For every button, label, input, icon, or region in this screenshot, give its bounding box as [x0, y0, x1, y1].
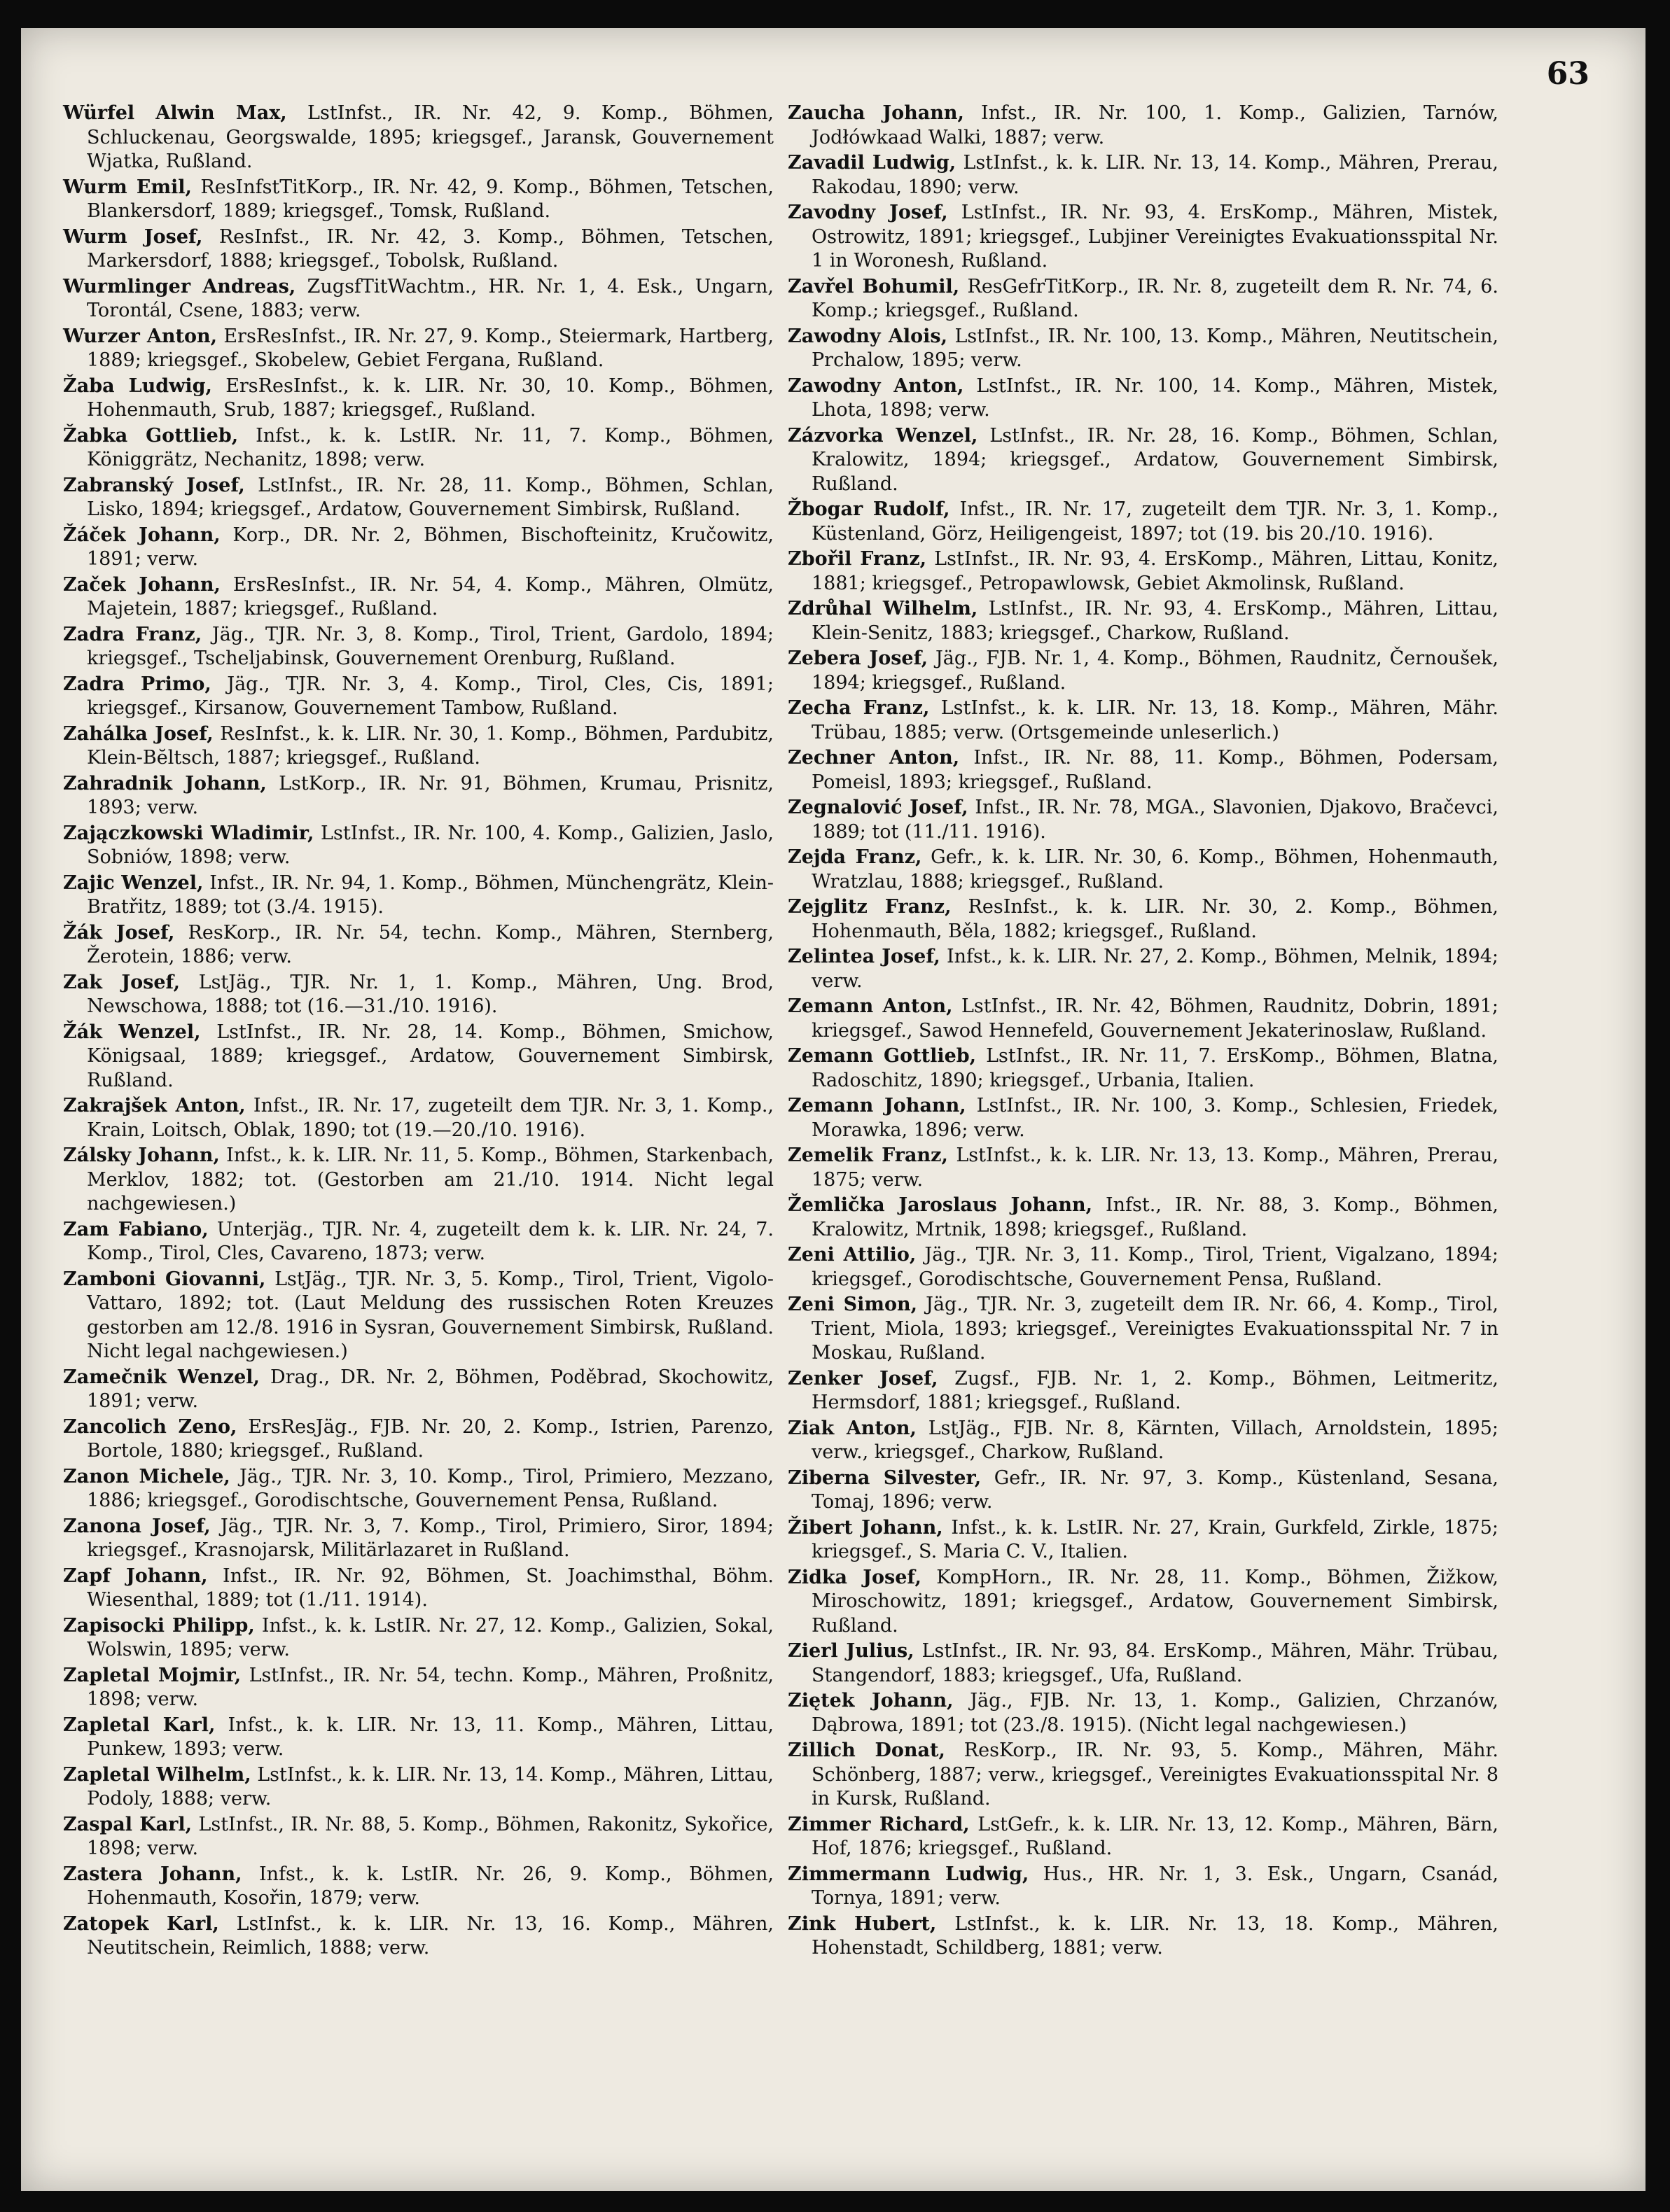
entry-name: Zajączkowski Wladimir,	[63, 822, 314, 844]
list-entry	[788, 1367, 1498, 1415]
entry-name: Zemelik Franz,	[788, 1144, 948, 1166]
entry-details: Korp., DR. Nr. 2, Böhmen, Bischofteinitz, Kručowitz, 1891; verw.	[87, 524, 774, 570]
entry-name: Zebera Josef,	[788, 648, 928, 669]
list-entry	[788, 1194, 1498, 1242]
list-entry	[788, 1813, 1498, 1861]
entry-details: Infst., IR. Nr. 88, 11. Komp., Böhmen, Podersam, Pomeisl, 1893; kriegsgef., Rußland.	[812, 747, 1498, 793]
document-page	[21, 28, 1645, 2191]
entry-details: LstInfst., IR. Nr. 42, Böhmen, Raudnitz, Dobrin, 1891; kriegsgef., Sawod Hennefeld, Gouvernement Jekaterinoslaw, Rußland.	[812, 995, 1499, 1042]
entry-details: LstGefr., k. k. LIR. Nr. 13, 12. Komp., Mähren, Bärn, Hof, 1876; kriegsgef., Rußland.	[812, 1813, 1499, 1859]
list-entry	[63, 1664, 774, 1712]
entry-name: Zdrůhal Wilhelm,	[788, 598, 978, 620]
list-entry	[63, 1021, 774, 1093]
entry-details: Infst., IR. Nr. 100, 1. Komp., Galizien, Tarnów, Jodłówkaad Walki, 1887; verw.	[812, 102, 1499, 148]
list-entry	[788, 151, 1498, 200]
entry-name: Zemann Anton,	[788, 995, 953, 1017]
entry-details: ErsResInfst., IR. Nr. 27, 9. Komp., Steiermark, Hartberg, 1889; kriegsgef., Skobelew, Gebiet Fergana, Rußland.	[87, 325, 774, 371]
entry-details: Jäg., TJR. Nr. 3, 8. Komp., Tirol, Trient, Gardolo, 1894; kriegsgef., Tscheljabinsk, Gouvernement Orenburg, Rußland.	[87, 623, 774, 669]
list-entry	[788, 374, 1498, 423]
entry-name: Zillich Donat,	[788, 1740, 945, 1761]
entry-name: Wurmlinger Andreas,	[63, 275, 296, 298]
entry-details: ResInfst., k. k. LIR. Nr. 30, 2. Komp., Böhmen, Hohenmauth, Běla, 1882; kriegsgef., Rußland.	[812, 896, 1499, 942]
entry-name: Zeni Attilio,	[788, 1244, 917, 1266]
entry-details: ZugsfTitWachtm., HR. Nr. 1, 4. Esk., Ungarn, Torontál, Csene, 1883; verw.	[87, 275, 774, 321]
entry-name: Zemann Gottlieb,	[788, 1045, 977, 1067]
entry-details: LstInfst., IR. Nr. 28, 16. Komp., Böhmen, Schlan, Kralowitz, 1894; kriegsgef., Ardatow, Gouvernement Simbirsk, Rußland.	[812, 424, 1498, 495]
entry-details: LstInfst., k. k. LIR. Nr. 13, 16. Komp., Mähren, Neutitschein, Reimlich, 1888; verw.	[87, 1912, 774, 1959]
entry-details: Infst., k. k. LIR. Nr. 13, 11. Komp., Mähren, Littau, Punkew, 1893; verw.	[87, 1714, 774, 1760]
list-entry	[788, 1243, 1498, 1292]
list-entry	[788, 846, 1498, 894]
list-entry	[63, 772, 774, 820]
entry-name: Žák Josef,	[63, 921, 175, 944]
list-entry	[788, 746, 1498, 794]
entry-name: Zavadil Ludwig,	[788, 152, 956, 174]
list-entry	[63, 176, 774, 224]
entry-details: Drag., DR. Nr. 2, Böhmen, Poděbrad, Skochowitz, 1891; verw.	[87, 1366, 774, 1412]
entry-name: Zeni Simon,	[788, 1294, 918, 1315]
list-entry	[788, 1094, 1498, 1142]
entry-name: Wurm Emil,	[63, 176, 192, 198]
entry-details: Infst., k. k. LstIR. Nr. 27, Krain, Gurkfeld, Zirkle, 1875; kriegsgef., S. Maria C. V., Italien.	[812, 1516, 1498, 1562]
list-entry	[788, 1516, 1498, 1564]
entry-name: Zimmermann Ludwig,	[788, 1863, 1029, 1885]
entry-name: Zastera Johann,	[63, 1863, 242, 1885]
entry-name: Zam Fabiano,	[63, 1218, 209, 1240]
list-entry	[63, 1614, 774, 1662]
entry-details: Unterjäg., TJR. Nr. 4, zugeteilt dem k. k. LIR. Nr. 24, 7. Komp., Tirol, Cles, Cavareno, 1873; verw.	[87, 1218, 774, 1264]
list-entry	[788, 696, 1498, 745]
entry-name: Zadra Franz,	[63, 623, 202, 645]
entry-details: Jäg., TJR. Nr. 3, 7. Komp., Tirol, Primiero, Siror, 1894; kriegsgef., Krasnojarsk, Militärlazaret in Rußland.	[87, 1515, 774, 1561]
right-column	[788, 102, 1498, 1962]
list-entry	[788, 1044, 1498, 1093]
entry-details: Infst., IR. Nr. 78, MGA., Slavonien, Djakovo, Bračevci, 1889; tot (11./11. 1916).	[812, 797, 1498, 843]
list-entry	[63, 722, 774, 771]
list-entry	[788, 796, 1498, 844]
list-entry	[63, 1714, 774, 1762]
entry-name: Zálsky Johann,	[63, 1144, 220, 1166]
entry-name: Würfel Alwin Max,	[63, 102, 287, 124]
entry-name: Zapisocki Philipp,	[63, 1614, 255, 1637]
entry-details: LstInfst., k. k. LIR. Nr. 13, 14. Komp., Mähren, Prerau, Rakodau, 1890; verw.	[812, 152, 1499, 198]
entry-details: LstInfst., IR. Nr. 54, techn. Komp., Mähren, Proßnitz, 1898; verw.	[87, 1664, 774, 1710]
entry-details: Infst., k. k. LstIR. Nr. 27, 12. Komp., Galizien, Sokal, Wolswin, 1895; verw.	[87, 1614, 774, 1660]
entry-details: LstInfst., IR. Nr. 28, 14. Komp., Böhmen, Smichow, Königsaal, 1889; kriegsgef., Ardatow, Gouvernement Simbirsk, Rußland.	[87, 1021, 774, 1091]
entry-name: Zahradnik Johann,	[63, 772, 267, 794]
entry-details: LstInfst., k. k. LIR. Nr. 13, 18. Komp., Mähren, Hohenstadt, Schildberg, 1881; verw.	[812, 1912, 1498, 1959]
entry-details: LstInfst., IR. Nr. 93, 4. ErsKomp., Mähren, Littau, Konitz, 1881; kriegsgef., Petropawlowsk, Gebiet Akmolinsk, Rußland.	[812, 548, 1498, 594]
entry-details: Hus., HR. Nr. 1, 3. Esk., Ungarn, Csanád, Tornya, 1891; verw.	[812, 1863, 1498, 1909]
entry-name: Zejda Franz,	[788, 846, 922, 868]
entry-name: Zapf Johann,	[63, 1564, 208, 1587]
entry-details: ResInfst., IR. Nr. 42, 3. Komp., Böhmen, Tetschen, Markersdorf, 1888; kriegsgef., Tobolsk, Rußland.	[87, 225, 774, 272]
entry-name: Zakrajšek Anton,	[63, 1095, 246, 1116]
entry-name: Zierl Julius,	[788, 1640, 914, 1662]
entry-details: ResKorp., IR. Nr. 54, techn. Komp., Mähren, Sternberg, Žerotein, 1886; verw.	[87, 921, 774, 967]
entry-name: Zamečnik Wenzel,	[63, 1366, 260, 1388]
entry-details: Infst., IR. Nr. 94, 1. Komp., Böhmen, Münchengrätz, Klein-Bratřitz, 1889; tot (3./4. 1915).	[87, 872, 774, 918]
entry-details: LstInfst., IR. Nr. 93, 4. ErsKomp., Mähren, Mistek, Ostrowitz, 1891; kriegsgef., Lubjiner Vereinigtes Evakuationsspital Nr. 1 in Woronesh, Rußland.	[812, 202, 1498, 272]
entry-details: LstInfst., IR. Nr. 100, 4. Komp., Galizien, Jaslo, Sobniów, 1898; verw.	[87, 822, 774, 868]
entry-name: Zawodny Anton,	[788, 374, 964, 397]
list-entry	[788, 1912, 1498, 1961]
left-column	[63, 102, 774, 1962]
list-entry	[63, 673, 774, 721]
entry-name: Žabka Gottlieb,	[63, 424, 239, 447]
list-entry	[788, 201, 1498, 274]
entry-details: Jäg., TJR. Nr. 3, 11. Komp., Tirol, Trient, Vigalzano, 1894; kriegsgef., Gorodischtsche, Gouvernement Pensa, Rußland.	[812, 1244, 1499, 1290]
entry-details: Infst., k. k. LIR. Nr. 11, 5. Komp., Böhmen, Starkenbach, Merklov, 1882; tot. (Gestorben am 21./10. 1914. Nicht legal nachgewiesen.)	[87, 1144, 774, 1214]
entry-details: Infst., k. k. LIR. Nr. 27, 2. Komp., Böhmen, Melnik, 1894; verw.	[812, 946, 1498, 992]
entry-name: Zajic Wenzel,	[63, 872, 204, 894]
entry-name: Zamboni Giovanni,	[63, 1268, 266, 1290]
entry-details: ErsResInfst., IR. Nr. 54, 4. Komp., Mähren, Olmütz, Majetein, 1887; kriegsgef., Rußland.	[87, 573, 774, 620]
entry-details: Infst., k. k. LstIR. Nr. 11, 7. Komp., Böhmen, Königgrätz, Nechanitz, 1898; verw.	[87, 424, 774, 470]
list-entry	[788, 498, 1498, 546]
entry-name: Zelintea Josef,	[788, 946, 940, 967]
list-entry	[788, 1739, 1498, 1812]
entry-details: ErsResJäg., FJB. Nr. 20, 2. Komp., Istrien, Parenzo, Bortole, 1880; kriegsgef., Rußland.	[87, 1415, 774, 1462]
list-entry	[788, 1566, 1498, 1639]
entry-name: Zavodny Josef,	[788, 202, 948, 223]
list-entry	[63, 1763, 774, 1812]
entry-name: Zapletal Mojmir,	[63, 1664, 242, 1686]
entry-name: Zaucha Johann,	[788, 102, 964, 124]
entry-name: Zbořil Franz,	[788, 548, 927, 570]
entry-name: Ziętek Johann,	[788, 1690, 954, 1712]
entry-name: Zejglitz Franz,	[788, 896, 952, 918]
entry-name: Žaba Ludwig,	[63, 374, 212, 397]
entry-name: Zenker Josef,	[788, 1367, 938, 1390]
list-entry	[63, 1564, 774, 1613]
entry-details: LstInfst., k. k. LIR. Nr. 13, 18. Komp., Mähren, Mähr. Trübau, 1885; verw. (Ortsgemeinde unleserlich.)	[812, 697, 1498, 743]
entry-details: Infst., IR. Nr. 17, zugeteilt dem TJR. Nr. 3, 1. Komp., Küstenland, Görz, Heiligengeist, 1897; tot (19. bis 20./10. 1916).	[812, 498, 1498, 545]
entry-details: ResGefrTitKorp., IR. Nr. 8, zugeteilt dem R. Nr. 74, 6. Komp.; kriegsgef., Rußland.	[812, 275, 1499, 321]
list-entry	[63, 325, 774, 373]
list-entry	[63, 524, 774, 572]
entry-details: LstInfst., IR. Nr. 28, 11. Komp., Böhmen, Schlan, Lisko, 1894; kriegsgef., Ardatow, Gouvernement Simbirsk, Rußland.	[87, 474, 774, 520]
entry-name: Zapletal Karl,	[63, 1714, 216, 1736]
entry-details: ErsResInfst., k. k. LIR. Nr. 30, 10. Komp., Böhmen, Hohenmauth, Srub, 1887; kriegsgef., Rußland.	[87, 374, 774, 421]
list-entry	[788, 1863, 1498, 1911]
entry-name: Žbogar Rudolf,	[788, 498, 950, 520]
list-entry	[788, 1417, 1498, 1465]
entry-details: Gefr., k. k. LIR. Nr. 30, 6. Komp., Böhmen, Hohenmauth, Wratzlau, 1888; kriegsgef., Rußland.	[812, 846, 1498, 892]
entry-details: LstInfst., IR. Nr. 88, 5. Komp., Böhmen, Rakonitz, Sykořice, 1898; verw.	[87, 1813, 774, 1859]
list-entry	[788, 102, 1498, 150]
entry-details: LstInfst., IR. Nr. 93, 4. ErsKomp., Mähren, Littau, Klein-Senitz, 1883; kriegsgef., Charkow, Rußland.	[812, 598, 1498, 644]
entry-details: Zugsf., FJB. Nr. 1, 2. Komp., Böhmen, Leitmeritz, Hermsdorf, 1881; kriegsgef., Rußland.	[812, 1367, 1498, 1413]
list-entry	[63, 921, 774, 969]
entry-details: Infst., IR. Nr. 17, zugeteilt dem TJR. Nr. 3, 1. Komp., Krain, Loitsch, Oblak, 1890; tot (19.—20./10. 1916).	[87, 1095, 774, 1141]
list-entry	[63, 374, 774, 423]
entry-name: Zaspal Karl,	[63, 1813, 193, 1835]
entry-name: Wurm Josef,	[63, 225, 203, 248]
entry-details: LstInfst., IR. Nr. 100, 3. Komp., Schlesien, Friedek, Morawka, 1896; verw.	[812, 1095, 1499, 1141]
list-entry	[788, 895, 1498, 944]
entry-name: Zatopek Karl,	[63, 1912, 219, 1935]
list-entry	[63, 1218, 774, 1266]
entry-name: Zanon Michele,	[63, 1465, 230, 1488]
list-entry	[63, 1813, 774, 1861]
list-entry	[788, 1293, 1498, 1366]
entry-details: ResInfst., k. k. LIR. Nr. 30, 1. Komp., Böhmen, Pardubitz, Klein-Bĕltsch, 1887; kriegsgef., Rußland.	[87, 722, 774, 769]
list-entry	[788, 945, 1498, 993]
list-entry	[788, 995, 1498, 1043]
entry-name: Zak Josef,	[63, 971, 180, 993]
entry-name: Zegnalović Josef,	[788, 797, 968, 818]
entry-details: LstInfst., k. k. LIR. Nr. 13, 14. Komp., Mähren, Littau, Podoly, 1888; verw.	[87, 1763, 774, 1809]
list-entry	[63, 822, 774, 870]
page-number: 63	[1546, 56, 1589, 92]
list-entry	[63, 1366, 774, 1414]
entry-name: Ziak Anton,	[788, 1417, 917, 1439]
entry-name: Wurzer Anton,	[63, 325, 218, 347]
list-entry	[63, 1863, 774, 1911]
entry-details: Infst., IR. Nr. 92, Böhmen, St. Joachimsthal, Böhm. Wiesenthal, 1889; tot (1./11. 1914).	[87, 1564, 774, 1611]
list-entry	[788, 547, 1498, 596]
entry-details: LstInfst., IR. Nr. 11, 7. ErsKomp., Böhmen, Blatna, Radoschitz, 1890; kriegsgef., Urbania, Italien.	[812, 1045, 1498, 1091]
entry-name: Začek Johann,	[63, 573, 221, 596]
entry-details: Jäg., TJR. Nr. 3, zugeteilt dem IR. Nr. 66, 4. Komp., Tirol, Trient, Miola, 1893; kriegsgef., Vereinigtes Evakuationsspital Nr. 7 in Moskau, Rußland.	[812, 1294, 1498, 1364]
entry-details: KompHorn., IR. Nr. 28, 11. Komp., Böhmen, Žižkow, Miroschowitz, 1891; kriegsgef., Ardatow, Gouvernement Simbirsk, Rußland.	[812, 1566, 1499, 1637]
list-entry	[788, 1466, 1498, 1515]
entry-name: Zawodny Alois,	[788, 325, 947, 347]
entry-details: LstInfst., IR. Nr. 42, 9. Komp., Böhmen, Schluckenau, Georgswalde, 1895; kriegsgef., Jaransk, Gouvernement Wjatka, Rußland.	[87, 102, 774, 172]
list-entry	[63, 623, 774, 671]
list-entry	[63, 1515, 774, 1563]
list-entry	[63, 424, 774, 472]
entry-details: LstInfst., IR. Nr. 100, 13. Komp., Mähren, Neutitschein, Prchalow, 1895; verw.	[812, 325, 1498, 371]
entry-details: LstInfst., k. k. LIR. Nr. 13, 13. Komp., Mähren, Prerau, 1875; verw.	[812, 1144, 1498, 1191]
entry-name: Zancolich Zeno,	[63, 1415, 237, 1438]
entry-name: Zanona Josef,	[63, 1515, 211, 1537]
entry-details: LstJäg., TJR. Nr. 1, 1. Komp., Mähren, Ung. Brod, Newschowa, 1888; tot (16.—31./10. 1916).	[87, 971, 774, 1017]
list-entry	[63, 275, 774, 323]
entry-name: Zahálka Josef,	[63, 722, 214, 745]
entry-details: Jäg., FJB. Nr. 1, 4. Komp., Böhmen, Raudnitz, Černoušek, 1894; kriegsgef., Rußland.	[812, 648, 1499, 694]
entry-details: LstJäg., FJB. Nr. 8, Kärnten, Villach, Arnoldstein, 1895; verw., kriegsgef., Charkow, Rußland.	[812, 1417, 1498, 1463]
entry-details: ResKorp., IR. Nr. 93, 5. Komp., Mähren, Mähr. Schönberg, 1887; verw., kriegsgef., Vereinigtes Evakuationsspital Nr. 8 in Kursk, Rußland.	[812, 1740, 1498, 1809]
entry-name: Zázvorka Wenzel,	[788, 424, 978, 447]
list-entry	[63, 1094, 774, 1142]
entry-details: ResInfstTitKorp., IR. Nr. 42, 9. Komp., Böhmen, Tetschen, Blankersdorf, 1889; kriegsgef., Tomsk, Rußland.	[87, 176, 774, 222]
entry-details: LstInfst., IR. Nr. 100, 14. Komp., Mähren, Mistek, Lhota, 1898; verw.	[812, 374, 1498, 421]
entry-details: Jäg., TJR. Nr. 3, 10. Komp., Tirol, Primiero, Mezzano, 1886; kriegsgef., Gorodischtsche, Gouvernement Pensa, Rußland.	[87, 1465, 774, 1511]
entry-details: Infst., k. k. LstIR. Nr. 26, 9. Komp., Böhmen, Hohenmauth, Kosořin, 1879; verw.	[87, 1863, 774, 1909]
entry-name: Žibert Johann,	[788, 1516, 943, 1539]
entry-name: Ziberna Silvester,	[788, 1466, 982, 1489]
list-entry	[788, 1639, 1498, 1688]
list-entry	[63, 1465, 774, 1513]
list-entry	[63, 225, 774, 274]
entry-name: Zidka Josef,	[788, 1566, 921, 1588]
list-entry	[788, 275, 1498, 323]
entry-details: Infst., IR. Nr. 88, 3. Komp., Böhmen, Kralowitz, Mrtnik, 1898; kriegsgef., Rußland.	[812, 1194, 1498, 1240]
list-entry	[63, 474, 774, 522]
list-entry	[788, 597, 1498, 645]
entry-name: Zapletal Wilhelm,	[63, 1763, 251, 1786]
entry-name: Zemann Johann,	[788, 1095, 966, 1116]
entry-name: Zecha Franz,	[788, 697, 930, 719]
list-entry	[63, 1144, 774, 1217]
list-entry	[788, 647, 1498, 695]
list-entry	[788, 424, 1498, 497]
entry-name: Zimmer Richard,	[788, 1813, 970, 1835]
list-entry	[63, 102, 774, 174]
list-entry	[63, 872, 774, 920]
list-entry	[63, 1268, 774, 1364]
entry-details: LstJäg., TJR. Nr. 3, 5. Komp., Tirol, Trient, Vigolo-Vattaro, 1892; tot. (Laut Meldung des russischen Roten Kreuzes gestorben am 12./8. 1916 in Sysran, Gouvernement Simbirsk, Rußland. Nicht legal nachgewiesen.)	[87, 1268, 774, 1362]
list-entry	[788, 325, 1498, 373]
entry-details: Gefr., IR. Nr. 97, 3. Komp., Küstenland, Sesana, Tomaj, 1896; verw.	[812, 1466, 1498, 1513]
list-entry	[63, 573, 774, 622]
entry-details: Jäg., FJB. Nr. 13, 1. Komp., Galizien, Chrzanów, Dąbrowa, 1891; tot (23./8. 1915). (Nicht legal nachgewiesen.)	[812, 1690, 1498, 1736]
entry-name: Zadra Primo,	[63, 673, 211, 695]
list-entry	[788, 1144, 1498, 1192]
entry-name: Žáček Johann,	[63, 524, 221, 546]
list-entry	[63, 1415, 774, 1464]
entry-details: LstKorp., IR. Nr. 91, Böhmen, Krumau, Prisnitz, 1893; verw.	[87, 772, 774, 818]
entry-name: Zink Hubert,	[788, 1912, 937, 1935]
entry-details: LstInfst., IR. Nr. 93, 84. ErsKomp., Mähren, Mähr. Trübau, Stangendorf, 1883; kriegsgef., Ufa, Rußland.	[812, 1640, 1498, 1686]
entry-name: Zechner Anton,	[788, 747, 960, 769]
entry-name: Žemlička Jaroslaus Johann,	[788, 1194, 1093, 1216]
list-entry	[788, 1689, 1498, 1737]
list-entry	[63, 1912, 774, 1961]
entry-name: Žák Wenzel,	[63, 1021, 201, 1043]
list-entry	[63, 971, 774, 1019]
entry-details: Jäg., TJR. Nr. 3, 4. Komp., Tirol, Cles, Cis, 1891; kriegsgef., Kirsanow, Gouvernement Tambow, Rußland.	[87, 673, 774, 719]
entry-name: Zabranský Josef,	[63, 474, 245, 496]
entry-name: Zavřel Bohumil,	[788, 275, 960, 298]
